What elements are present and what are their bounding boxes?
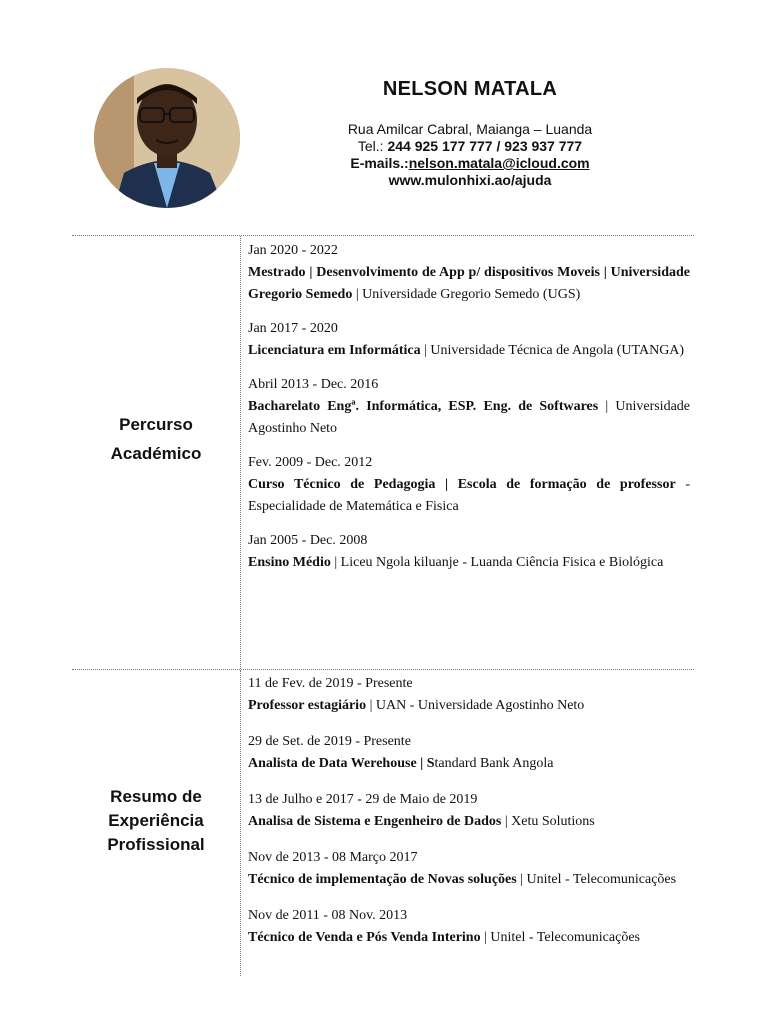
candidate-name: NELSON MATALA: [382, 78, 558, 100]
vertical-divider-academic: [240, 236, 241, 669]
entry-description: [248, 262, 690, 306]
entry-detail: | Universidade Gregorio Semedo (UGS): [352, 287, 581, 302]
entry-period: Abril 2013 - Dec. 2016: [248, 377, 379, 392]
entry-detail: | Liceu Ngola kiluanje - Luanda Ciência Fisica e Biológica: [330, 555, 664, 570]
entry-title: Licenciatura em Informática: [248, 343, 421, 358]
list-item: [248, 789, 690, 833]
telephone: [300, 138, 640, 155]
entry-title: Ensino Médio: [248, 555, 331, 570]
divider-middle: [72, 669, 694, 670]
entry-detail: | UAN - Universidade Agostinho Neto: [366, 698, 585, 713]
vertical-divider-experience: [240, 670, 241, 976]
entry-title: Mestrado | Desenvolvimento de App p/ dispositivos Moveis | Universidade Gregorio Semedo: [248, 265, 690, 302]
list-item: [248, 374, 690, 440]
entry-detail: tandard Bank Angola: [434, 756, 554, 771]
entry-period: 11 de Fev. de 2019 - Presente: [248, 676, 413, 691]
entry-detail: | Universidade Agostinho Neto: [248, 399, 690, 436]
list-item: [248, 673, 690, 717]
entry-title: Analista de Data Werehouse | S: [248, 756, 435, 771]
experience-title-line: Experiência: [108, 811, 204, 830]
entry-title: Técnico de implementação de Novas soluções: [248, 872, 517, 887]
entry-period: Jan 2020 - 2022: [248, 243, 338, 258]
entry-title: Bacharelato Engª. Informática, ESP. Eng. de Softwares: [248, 399, 599, 414]
entry-detail: - Especialidade de Matemática e Fisica: [248, 477, 690, 514]
entry-period: Jan 2017 - 2020: [248, 321, 338, 336]
entry-title: Analisa de Sistema e Engenheiro de Dados: [248, 814, 502, 829]
entry-description: [248, 753, 690, 775]
entry-title: Professor estagiário: [248, 698, 367, 713]
profile-photo: [94, 68, 240, 208]
entry-detail: | Xetu Solutions: [501, 814, 595, 829]
entry-period: Fev. 2009 - Dec. 2012: [248, 455, 373, 470]
website-link[interactable]: www.mulonhixi.ao/ajuda: [388, 172, 552, 188]
entry-description: [248, 474, 690, 518]
entry-detail: | Unitel - Telecomunicações: [480, 930, 640, 945]
list-item: [248, 530, 690, 574]
entry-period: Jan 2005 - Dec. 2008: [248, 533, 368, 548]
entry-detail: | Universidade Técnica de Angola (UTANGA): [420, 343, 685, 358]
list-item: [248, 847, 690, 891]
address: Rua Amilcar Cabral, Maianga – Luanda: [347, 121, 593, 137]
entry-description: [248, 396, 690, 440]
email-label: E-mails.:: [350, 155, 409, 171]
experience-title-line: Profissional: [107, 835, 205, 854]
entry-period: 13 de Julho e 2017 - 29 de Maio de 2019: [248, 792, 478, 807]
academic-title-line: Percurso: [119, 415, 193, 434]
entry-title: Curso Técnico de Pedagogia | Escola de formação de professor: [248, 477, 676, 492]
academic-entries: [248, 240, 690, 574]
section-title-academic: [72, 410, 240, 468]
entry-description: [248, 695, 690, 717]
entry-description: [248, 340, 690, 362]
list-item: [248, 318, 690, 362]
entry-description: [248, 869, 690, 891]
academic-title-line: Académico: [110, 444, 202, 463]
entry-detail: | Unitel - Telecomunicações: [516, 872, 677, 887]
person-portrait-icon: [94, 68, 240, 208]
entry-description: [248, 811, 690, 833]
list-item: [248, 240, 690, 306]
list-item: [248, 905, 690, 949]
email: [300, 155, 640, 172]
entry-description: [248, 927, 690, 949]
email-link[interactable]: nelson.matala@icloud.com: [408, 155, 590, 171]
entry-description: [248, 552, 690, 574]
entry-period: Nov de 2013 - 08 Março 2017: [248, 850, 418, 865]
telephone-value: 244 925 177 777 / 923 937 777: [387, 138, 583, 154]
list-item: [248, 731, 690, 775]
contact-header: [300, 78, 640, 189]
entry-title: Técnico de Venda e Pós Venda Interino: [248, 930, 481, 945]
section-title-experience: [72, 785, 240, 857]
telephone-label: Tel.:: [357, 138, 388, 154]
divider-top: [72, 235, 694, 236]
entry-period: 29 de Set. de 2019 - Presente: [248, 734, 411, 749]
experience-entries: [248, 673, 690, 949]
experience-title-line: Resumo de: [110, 787, 202, 806]
entry-period: Nov de 2011 - 08 Nov. 2013: [248, 908, 408, 923]
list-item: [248, 452, 690, 518]
